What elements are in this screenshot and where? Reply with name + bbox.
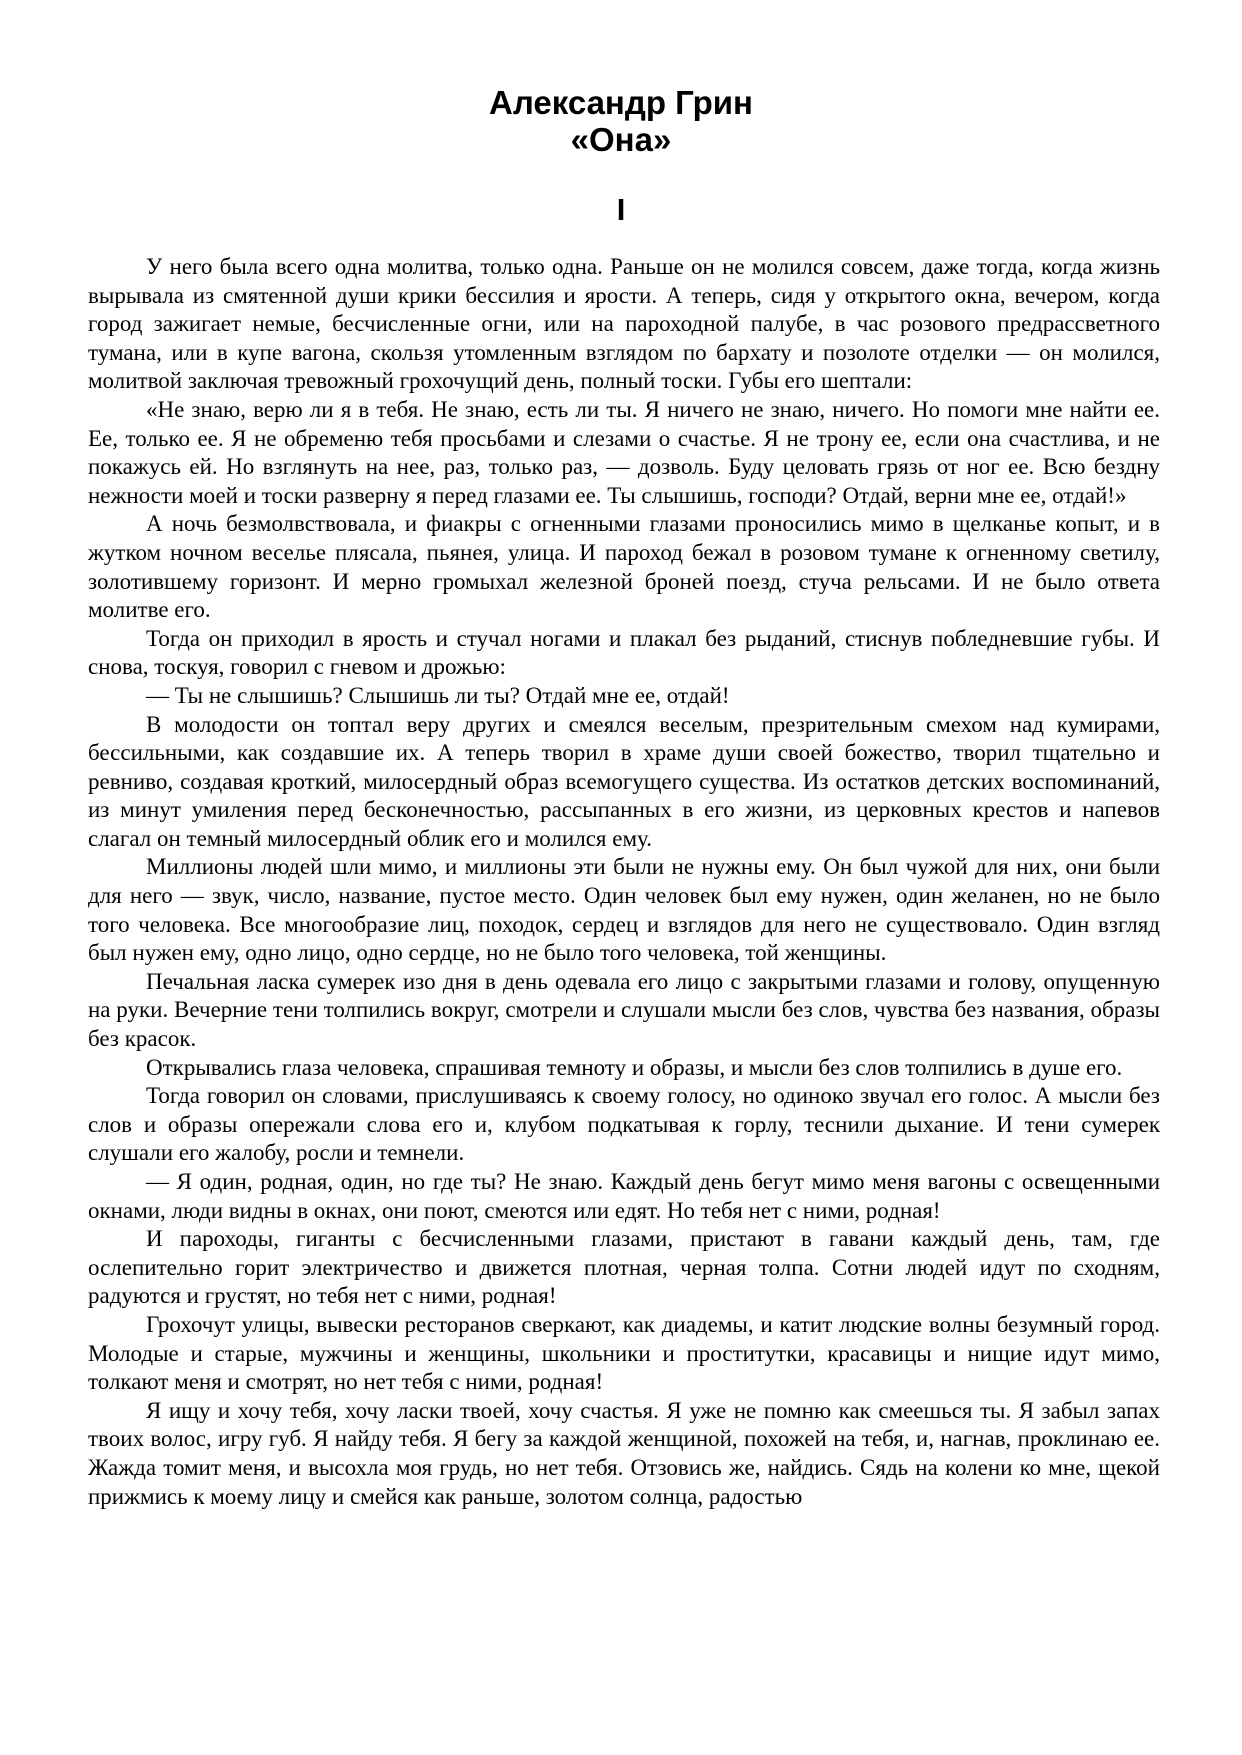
paragraph: Открывались глаза человека, спрашивая темноту и образы, и мысли без слов толпились в душе его. xyxy=(146,1054,1123,1080)
paragraph: Грохочут улицы, вывески ресторанов сверкают, как диадемы, и катит людские волны безумный город. Молодые и старые, мужчины и женщины, школьники и проститутки, красавицы и нищие идут мимо, толкают меня и смотрят, но нет тебя с ними, родная! xyxy=(88,1311,1160,1395)
paragraph: Тогда он приходил в ярость и стучал ногами и плакал без рыданий, стиснув побледневшие губы. И снова, тоскуя, говорил с гневом и дрожью: xyxy=(88,625,1160,680)
paragraph: «Не знаю, верю ли я в тебя. Не знаю, есть ли ты. Я ничего не знаю, ничего. Но помоги мне найти ее. Ее, только ее. Я не обременю тебя просьбами и слезами о счастье. Я не трону ее, если она счастлива, и не покажусь ей. Но взглянуть на нее, раз, только раз, — дозволь. Буду целовать грязь от ног ее. Всю бездну нежности моей и тоски разверну я перед глазами ее. Ты слышишь, господи? Отдай, верни мне ее, отдай!» xyxy=(88,396,1160,508)
paragraph: А ночь безмолвствовала, и фиакры с огненными глазами проносились мимо в щелканье копыт, и в жутком ночном веселье плясала, пьянея, улица. И пароход бежал в розовом тумане к огненному светилу, золотившему горизонт. И мерно громыхал железной броней поезд, стуча рельсами. И не было ответа молитве его. xyxy=(88,511,1160,623)
paragraph: Печальная ласка сумерек изо дня в день одевала его лицо с закрытыми глазами и голову, опущенную на руки. Вечерние тени толпились вокруг, смотрели и слушали мысли без слов, чувства без названия, образы без красок. xyxy=(88,968,1160,1052)
paragraph: — Ты не слышишь? Слышишь ли ты? Отдай мне ее, отдай! xyxy=(146,682,730,708)
paragraph: У него была всего одна молитва, только одна. Раньше он не молился совсем, даже тогда, когда жизнь вырывала из смятенной души крики бессилия и ярости. А теперь, сидя у открытого окна, вечером, когда город зажигает немые, бесчисленные огни, или на пароходной палубе, в час розового предрассветного тумана, или в купе вагона, скользя утомленным взглядом по бархату и позолоте отделки — он молился, молитвой заключая тревожный грохочущий день, полный тоски. Губы его шептали: xyxy=(88,254,1160,394)
paragraph: И пароходы, гиганты с бесчисленными глазами, пристают в гавани каждый день, там, где ослепительно горит электричество и движется плотная, черная толпа. Сотни людей идут по сходням, радуются и грустят, но тебя нет с ними, родная! xyxy=(88,1226,1160,1309)
paragraph: Миллионы людей шли мимо, и миллионы эти были не нужны ему. Он был чужой для них, они были для него — звук, число, название, пустое место. Один человек был ему нужен, один желанен, но не было того человека. Все многообразие лиц, походок, сердец и взглядов для него не существовало. Один взгляд был нужен ему, одно лицо, одно сердце, но не было того человека, той женщины. xyxy=(88,854,1160,966)
paragraph: Я ищу и хочу тебя, хочу ласки твоей, хочу счастья. Я уже не помню как смеешься ты. Я забыл запах твоих волос, игру губ. Я найду тебя. Я бегу за каждой женщиной, похожей на тебя, и, нагнав, проклинаю ее. Жажда томит меня, и высохла моя грудь, но нет тебя. Отзовись же, найдись. Сядь на колени ко мне, щекой прижмись к моему лицу и смейся как раньше, золотом солнца, радостью xyxy=(88,1397,1160,1509)
body-text xyxy=(88,253,1160,1511)
paragraph: — Я один, родная, один, но где ты? Не знаю. Каждый день бегут мимо меня вагоны с освещенными окнами, люди видны в окнах, они поют, смеются или едят. Но тебя нет с ними, родная! xyxy=(88,1169,1160,1223)
paragraph: В молодости он топтал веру других и смеялся веселым, презрительным смехом над кумирами, бессильными, как создавшие их. А теперь творил в храме души своей божество, творил тщательно и ревниво, создавая кроткий, милосердный образ всемогущего существа. Из остатков детских воспоминаний, из минут умиления перед бесконечностью, рассыпанных в его жизни, из церковных крестов и напевов слагал он темный милосердный облик его и молился ему. xyxy=(88,711,1160,851)
document-title: «Она» xyxy=(570,121,672,158)
author-name: Александр Грин xyxy=(489,84,753,121)
chapter-heading: I xyxy=(616,192,626,227)
document-header xyxy=(0,84,1242,158)
paragraph: Тогда говорил он словами, прислушиваясь к своему голосу, но одиноко звучал его голос. А мысли без слов и образы опережали слова его и, клубом подкатывая к горлу, теснили дыхание. И тени сумерек слушали его жалобу, росли и темнели. xyxy=(88,1083,1160,1166)
